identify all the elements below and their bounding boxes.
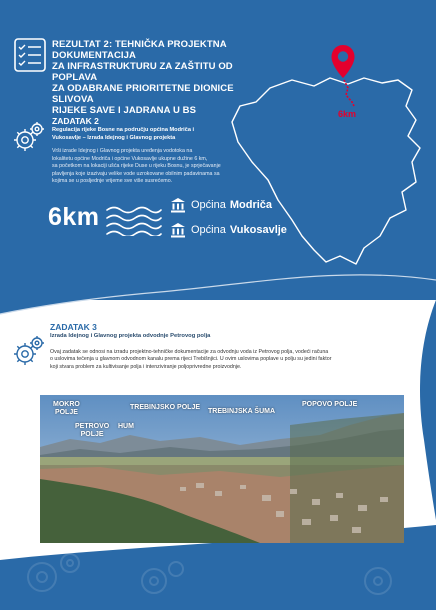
body-line: plavljenja koje izazivaju velike vode uzrokovane obilnim padavinama sa (52, 170, 220, 177)
place-prefix: Općina (191, 224, 226, 236)
task2-title: ZADATAK 2 (52, 116, 99, 126)
body-line: sa početkom na lokaciji ušća rijeke Duse u rijeku Bosnu, je sprječavanje (52, 163, 221, 170)
municipality-icon (170, 222, 186, 238)
task3-body (50, 349, 410, 371)
body-line: o uslovima tečenja u glavnom odvodnom kanalu prema rijeci Trebišnjici. U ovim uslovima poplave u polju su jedini faktor (50, 356, 332, 363)
body-line: koji stvara problem za kultivisanje polja i intenziviranje poljoprivredne proizvodnje. (50, 363, 242, 370)
label-line: POLJE (54, 409, 78, 416)
title-line: ZA INFRASTRUKTURU ZA ZAŠTITU OD POPLAVA (52, 61, 233, 83)
water-waves-icon (105, 204, 163, 236)
decorative-gears-icon (20, 545, 90, 605)
body-line: kojima se u posljednje vrijeme sve više susrećemo. (52, 178, 173, 185)
body-line: lokalitetu općine Modriča i općine Vukosavlje ukupne dužine 6 km, (52, 155, 208, 162)
place-name: Vukosavlje (229, 224, 287, 236)
municipality-vukosavlje (170, 220, 287, 240)
place-name: Modriča (229, 199, 273, 211)
distance-value: 6km (48, 203, 100, 231)
checklist-icon (14, 38, 46, 72)
body-line: Vrši izrade Idejnog i Glavnog projekta uređenja vodotoka na (52, 148, 193, 154)
map-marker-label: 6km (338, 109, 357, 119)
label-petrovo-polje (75, 423, 109, 439)
body-line: Ovaj zadatak se odnosi na izradu projektno-tehničke dokumentacije za odvodnju voda iz Petrovog polja, vodeći računa (50, 349, 329, 355)
label-line: POLJE (80, 431, 104, 438)
municipality-modrica (170, 195, 272, 215)
label-popovo-polje: POPOVO POLJE (302, 401, 358, 408)
task2-body (52, 148, 237, 186)
location-pin-icon (330, 44, 356, 80)
title-line: REZULTAT 2: TEHNIČKA PROJEKTNA DOKUMENTACIJA (52, 39, 227, 61)
decorative-gears-icon (130, 555, 190, 605)
title-line: ZA ODABRANE PRIORITETNE DIONICE SLIVOVA (52, 83, 234, 105)
side-ribbon (410, 300, 436, 520)
decorative-gears-icon (350, 555, 410, 605)
label-trebinjska-suma: TREBINJSKA ŠUMA (208, 408, 276, 415)
task2-subtitle (52, 126, 227, 142)
top-panel (0, 0, 436, 300)
label-mokro-polje (53, 401, 80, 417)
subtitle-line: Regulacija rijeke Bosne na području općina Modriča i (52, 127, 195, 133)
task3-title: ZADATAK 3 (50, 322, 97, 332)
route-line (340, 78, 360, 108)
title-line: RIJEKE SAVE I JADRANA U BS (52, 105, 197, 116)
landscape-photo (40, 395, 404, 543)
label-hum: HUM (118, 423, 134, 430)
task3-subtitle: Izrada Idejnog i Glavnog projekta odvodnje Petrovog polja (50, 333, 211, 339)
label-line: PETROVO (75, 423, 110, 430)
result-title (52, 39, 237, 116)
place-prefix: Općina (191, 199, 226, 211)
gears-icon (12, 120, 46, 154)
gears-icon (12, 334, 46, 368)
label-trebinjsko-polje: TREBINJSKO POLJE (130, 404, 201, 411)
municipality-icon (170, 197, 186, 213)
subtitle-line: Vukosavlje – Izrada Idejnog i Glavnog projekta (52, 135, 176, 141)
label-line: MOKRO (53, 401, 80, 408)
